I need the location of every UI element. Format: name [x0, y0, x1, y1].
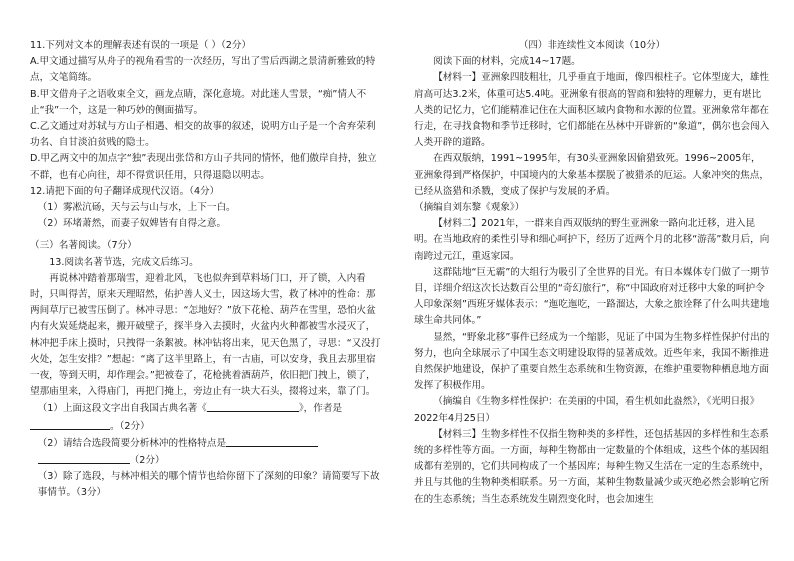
q12-sentence-1: （1）雾凇沆砀，天与云与山与水，上下一白。	[37, 202, 236, 214]
material-1-text: 亚洲象四肢粗壮，几乎垂直于地面，像四根柱子。它体型庞大，雄性肩高可达3.2米，体重可达5.4吨。亚洲象有很高的智商和独特的理解力，更有堪比人类的记忆力，它们能精准记住在大面积区域内食物和水源的位置。亚洲象常年都在行走，在寻找食物和季节迁移时，它们都能在丛林中开辟新的“象道”，偶尔也会闯入人类开辟的道路。	[414, 72, 770, 149]
left-column	[30, 38, 384, 502]
material-2	[414, 216, 770, 265]
q13-1-text-c: 。（2分）	[110, 420, 150, 432]
q11-option-c: C.乙文通过对苏轼与方山子相遇、相交的故事的叙述，说明方山子是一个舍弃荣利功名、自甘淡泊贫贱的隐士。	[30, 121, 376, 149]
answer-blank-book[interactable]	[207, 400, 299, 412]
section-4-intro: 阅读下面的材料，完成14~17题。	[433, 56, 581, 68]
q12-stem: 12.请把下面的句子翻译成现代汉语。（4分）	[30, 185, 220, 197]
q13-1-text-a: （1）上面这段文字出自我国古典名著《	[37, 403, 207, 415]
material-1-paragraph-2: 在西双版纳，1991~1995年，有30头亚洲象因偷猎致死。1996~2005年，亚洲象得到严格保护，中国境内的大象基本摆脱了被猎杀的厄运。人象冲突的焦点，已经从盗猎和杀戮，变成了保护与发展的矛盾。	[414, 153, 769, 197]
q12-sentence-2: （2）环堵萧然，而妻子奴婢皆有自得之意。	[37, 218, 227, 230]
q13-2-text-b: （2分）	[129, 455, 165, 467]
material-2-paragraph-3: 显然，“野象北移”事件已经成为一个缩影，见证了中国为生物多样性保护付出的努力，也向全球展示了中国生态文明建设取得的显著成效。近些年来，我国不断推进自然保护地建设，保护了重要自然生态系统和生物资源，在维护重要物种栖息地方面发挥了积极作用。	[414, 331, 770, 392]
material-2-text: 2021年，一群来自西双版纳的野生亚洲象一路向北迁移，进入昆明。在当地政府的柔性引导和细心呵护下，经历了近两个月的北移“游荡”数月后，向南跨过元江，重返家园。	[414, 218, 770, 262]
q13-part-3: （3）除了选段，与林冲相关的哪个情节也给你留下了深刻的印象？请简要写下故事情节。（3分）	[37, 471, 380, 499]
material-3-text: 生物多样性不仅指生物种类的多样性，还包括基因的多样性和生态系统的多样性等方面。一方面，每种生物都由一定数量的个体组成，这些个体的基因组成都有差别的，它们共同构成了一个基因库；每种生物又生活在一定的生态系统中，并且与其他的生物种类相联系。另一方面，某种生物数量减少或灭绝必然会影响它所在的生态系统；当生态系统发生剧烈变化时，也会加速生	[414, 428, 769, 505]
answer-blank-author[interactable]	[30, 418, 110, 430]
answer-blank-character-2[interactable]	[38, 452, 130, 464]
material-3-label: 【材料三】	[433, 428, 482, 440]
material-2-paragraph-2: 这群陆地“巨无霸”的大组行为吸引了全世界的目光。有日本媒体专门做了一期节目，详细介绍这次长达数百公里的“奇幻旅行”，称“中国政府对迁移中大象的呵护令人印象深刻”西班牙媒体表示：“迤吃迤吃，一路溜达，大象之旅诠释了什么叫共建地球生命共同体。”	[414, 266, 770, 327]
answer-blank-character[interactable]	[226, 435, 318, 447]
q13-stem: 13.阅读名著节选，完成文后练习。	[49, 256, 199, 268]
q13-1-text-b: 》，作者是	[298, 403, 343, 415]
section-4-title: （四）非连续性文本阅读（10分）	[518, 40, 666, 51]
section-3-title: （三）名著阅读。（7分）	[30, 240, 137, 252]
right-column	[414, 38, 770, 508]
material-1-label: 【材料一】	[433, 72, 482, 84]
material-2-label: 【材料二】	[433, 218, 482, 230]
material-2-source: （摘编自《生物多样性保护：在美丽的中国，看生机如此盎然》，《光明日报》2022年4月25日）	[414, 396, 760, 424]
q13-part-2	[30, 435, 384, 452]
q11-option-b: B.甲文借舟子之语收束全文，画龙点睛，深化意境。对此迷人雪景，“痴”情人不止“我”一个，这是一种巧妙的侧面描写。	[30, 88, 367, 116]
q13-part-2-line2	[30, 452, 384, 469]
q11-option-d: D.甲乙两文中的加点字“独”表现出张岱和方山子共同的情怀，他们傲岸自持，独立不群，也有心向往，却不得赏识任用，只得退隐以明志。	[30, 153, 377, 181]
q13-2-text-a: （2）请结合选段简要分析林冲的性格特点是	[37, 437, 227, 449]
material-1	[414, 70, 770, 151]
q11-option-a: A.甲文通过描写从舟子的视角看雪的一次经历，写出了雪后西湖之景清新雅致的特点，文笔简练。	[30, 56, 376, 84]
material-3	[414, 427, 770, 508]
q13-part-1	[30, 400, 384, 417]
novel-excerpt: 再说林冲踏着那瑞雪，迎着北风，飞也似奔到草料场门口，开了锁，入内看时，只叫得苦，原来天理昭然，佑护善人义士，因这场大雪，救了林冲的性命：那两间草厅已被雪压倒了。林冲寻思：“怎地好？”放下花枪、葫芦在雪里，恐怕火盆内有火炭延烧起来，搬开破壁子，探半身入去摸时，火盆内火种都被雪水浸灭了，林冲把手床上摸时，只拽得一条絮被。林冲钻将出来，见天色黑了，寻思：“又没打火处，怎生安排？”想起：“离了这半里路上，有一古庙，可以安身，我且去那里宿一夜，等到天明，却作理会。”把被卷了，花枪挑着酒葫芦，依旧把门拽上，锁了，望那庙里来，入得庙门，再把门掩上，旁边止有一块大石头，掇将过来，靠了门。	[30, 272, 381, 398]
q13-part-1-line2	[30, 418, 384, 435]
q11-stem: 11.下列对文本的理解表述有误的一项是（ ）（2分）	[30, 40, 252, 51]
material-1-source: （摘编自刘东黎《观象》）	[414, 202, 525, 214]
